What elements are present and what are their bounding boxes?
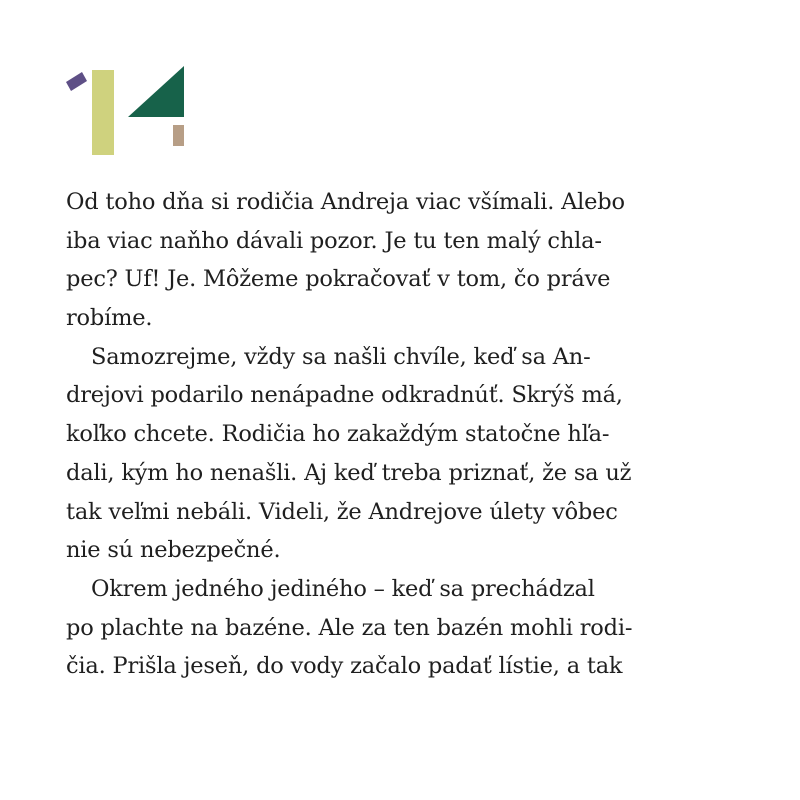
text-line: dali, kým ho nenašli. Aj keď treba priznať, že sa už (66, 459, 632, 486)
chapter-number-graphic (60, 60, 190, 160)
text-line: čia. Prišla jeseň, do vody začalo padať lístie, a tak (66, 653, 623, 680)
chapter-body-text (66, 183, 736, 686)
text-line: koľko chcete. Rodičia ho zakaždým statočne hľa- (66, 421, 610, 448)
text-line: iba viac naňho dávali pozor. Je tu ten malý chla- (66, 227, 602, 254)
one-flag-shape (66, 72, 87, 91)
text-line: drejovi podarilo nenápadne odkradnúť. Skrýš má, (66, 382, 623, 409)
text-line: robíme. (66, 305, 153, 332)
chapter-number-14-icon (60, 60, 190, 160)
four-stem-shape (173, 125, 184, 146)
text-line: pec? Uf! Je. Môžeme pokračovať v tom, čo práve (66, 266, 611, 293)
text-line: Samozrejme, vždy sa našli chvíle, keď sa An- (91, 343, 591, 370)
one-stem-shape (92, 70, 114, 155)
text-line: nie sú nebezpečné. (66, 537, 281, 564)
text-line: Okrem jedného jediného – keď sa prechádzal (91, 575, 595, 602)
text-line: Od toho dňa si rodičia Andreja viac všímali. Alebo (66, 189, 625, 215)
four-triangle-shape (128, 66, 184, 117)
text-line: po plachte na bazéne. Ale za ten bazén mohli rodi- (66, 614, 633, 641)
text-line: tak veľmi nebáli. Videli, že Andrejove úlety vôbec (66, 498, 618, 525)
